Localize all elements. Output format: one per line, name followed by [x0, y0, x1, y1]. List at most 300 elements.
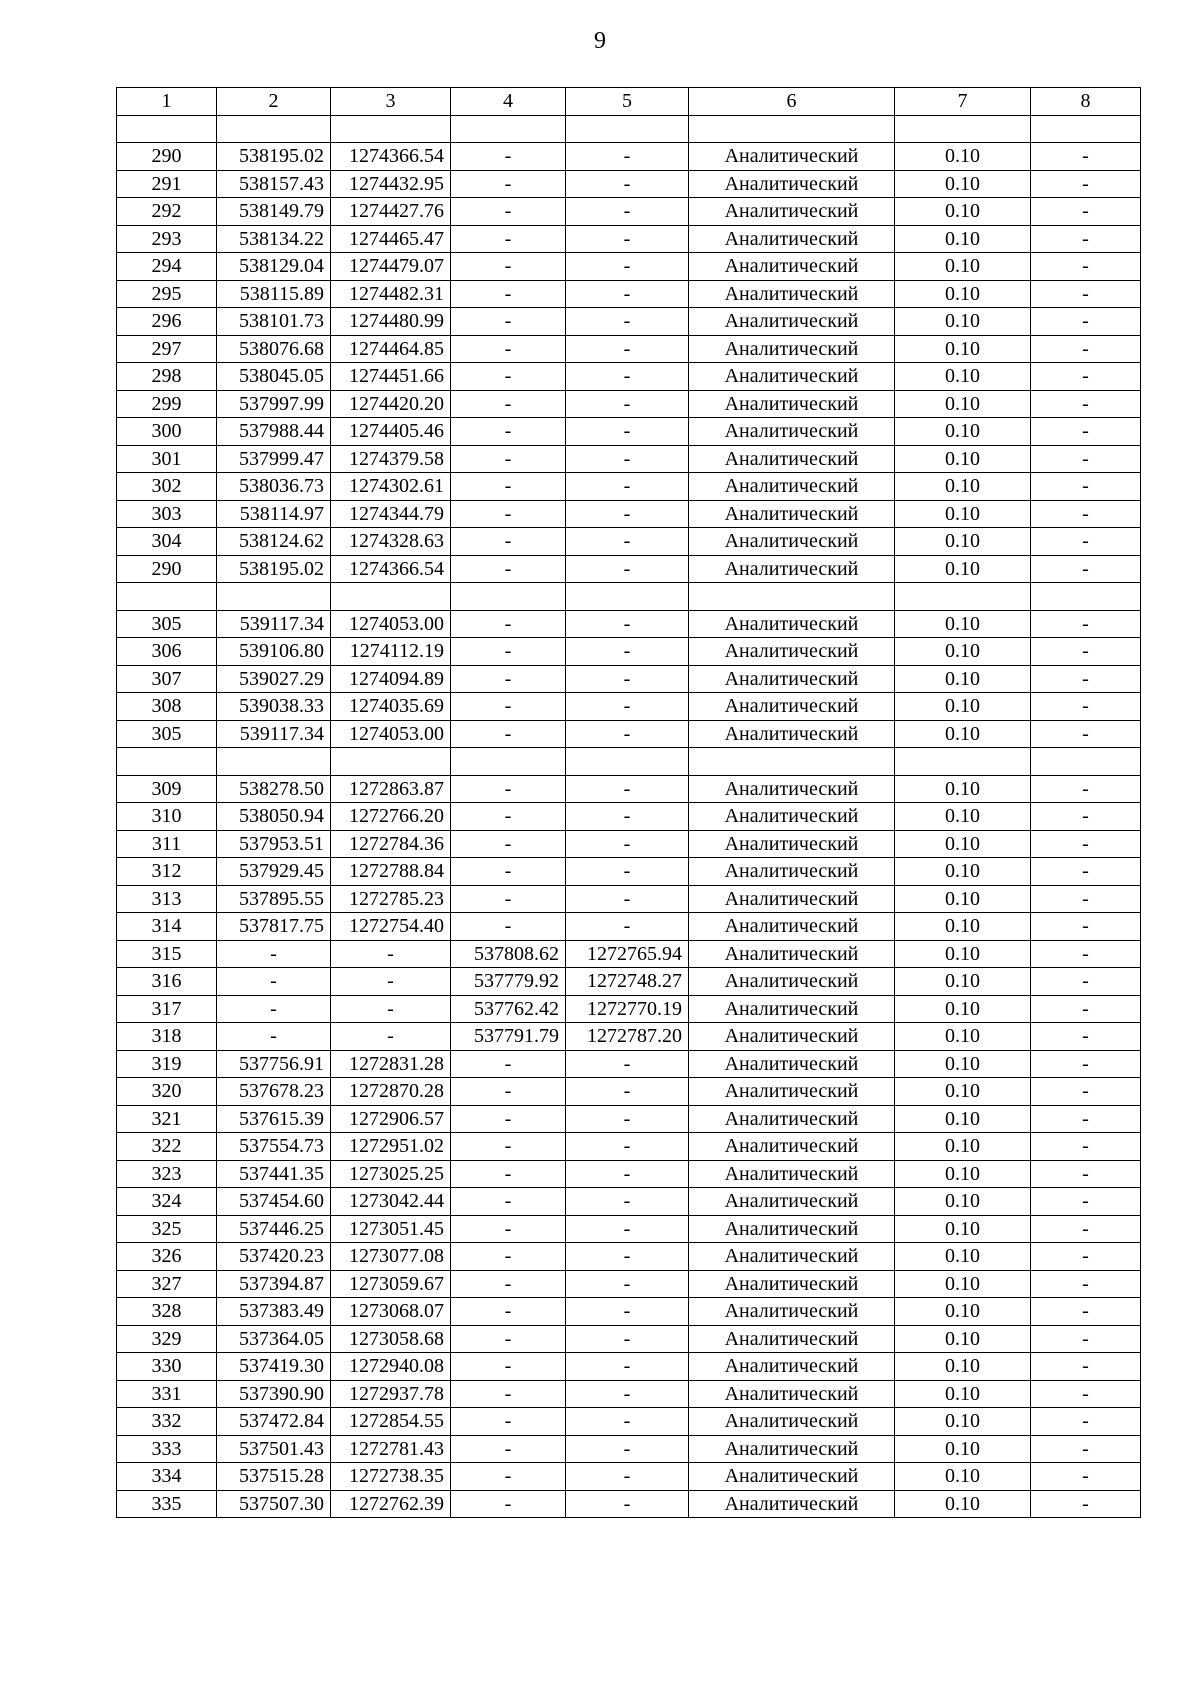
table-row — [117, 1243, 1141, 1271]
table-cell-col-4: - — [451, 555, 566, 583]
table-cell-col-5: - — [566, 830, 689, 858]
table-cell-col-7: 0.10 — [895, 913, 1031, 941]
table-cell-col-1: 311 — [117, 830, 217, 858]
table-cell-col-1: 334 — [117, 1463, 217, 1491]
table-cell-col-3: 1274328.63 — [331, 528, 451, 556]
table-cell-col-3: 1273058.68 — [331, 1325, 451, 1353]
table-cell-col-5: - — [566, 1298, 689, 1326]
table-cell-col-5: 1272787.20 — [566, 1023, 689, 1051]
table-cell-col-8: - — [1031, 1050, 1141, 1078]
table-cell-col-7: 0.10 — [895, 445, 1031, 473]
table-cell-col-3: 1273042.44 — [331, 1188, 451, 1216]
table-cell-col-8: - — [1031, 1325, 1141, 1353]
table-cell-col-4: - — [451, 1380, 566, 1408]
table-cell-col-1: 309 — [117, 775, 217, 803]
table-cell-col-4: 537791.79 — [451, 1023, 566, 1051]
table-cell-col-8: - — [1031, 830, 1141, 858]
table-cell-col-3: 1272754.40 — [331, 913, 451, 941]
table-cell-col-8: - — [1031, 1188, 1141, 1216]
table-row — [117, 198, 1141, 226]
table-cell-col-7: 0.10 — [895, 858, 1031, 886]
table-cell-col-2: 539117.34 — [217, 720, 331, 748]
empty-cell — [566, 115, 689, 143]
table-row — [117, 803, 1141, 831]
table-cell-col-6: Аналитический — [689, 308, 895, 336]
table-cell-col-6: Аналитический — [689, 500, 895, 528]
table-row — [117, 225, 1141, 253]
table-row — [117, 1188, 1141, 1216]
table-cell-col-3: 1272781.43 — [331, 1435, 451, 1463]
table-cell-col-2: 538195.02 — [217, 143, 331, 171]
table-cell-col-7: 0.10 — [895, 610, 1031, 638]
table-row — [117, 1160, 1141, 1188]
table-cell-col-7: 0.10 — [895, 418, 1031, 446]
empty-cell — [1031, 748, 1141, 776]
table-cell-col-4: - — [451, 1435, 566, 1463]
table-cell-col-3: 1272831.28 — [331, 1050, 451, 1078]
table-cell-col-6: Аналитический — [689, 363, 895, 391]
table-cell-col-1: 305 — [117, 720, 217, 748]
table-cell-col-8: - — [1031, 335, 1141, 363]
table-cell-col-7: 0.10 — [895, 225, 1031, 253]
table-cell-col-3: 1274366.54 — [331, 143, 451, 171]
table-cell-col-7: 0.10 — [895, 1215, 1031, 1243]
table-cell-col-8: - — [1031, 1133, 1141, 1161]
table-cell-col-8: - — [1031, 280, 1141, 308]
table-cell-col-5: - — [566, 363, 689, 391]
table-cell-col-4: - — [451, 390, 566, 418]
table-cell-col-7: 0.10 — [895, 390, 1031, 418]
table-cell-col-3: 1272788.84 — [331, 858, 451, 886]
empty-cell — [331, 748, 451, 776]
table-row — [117, 665, 1141, 693]
table-cell-col-8: - — [1031, 1270, 1141, 1298]
table-cell-col-1: 297 — [117, 335, 217, 363]
table-cell-col-5: - — [566, 720, 689, 748]
table-row — [117, 418, 1141, 446]
table-cell-col-5: - — [566, 1270, 689, 1298]
table-cell-col-1: 300 — [117, 418, 217, 446]
table-cell-col-7: 0.10 — [895, 1490, 1031, 1518]
empty-cell — [451, 748, 566, 776]
table-cell-col-1: 292 — [117, 198, 217, 226]
table-cell-col-4: - — [451, 638, 566, 666]
table-cell-col-5: - — [566, 335, 689, 363]
table-cell-col-5: - — [566, 858, 689, 886]
table-cell-col-2: 537441.35 — [217, 1160, 331, 1188]
table-cell-col-7: 0.10 — [895, 940, 1031, 968]
table-cell-col-1: 320 — [117, 1078, 217, 1106]
table-cell-col-4: - — [451, 445, 566, 473]
table-cell-col-6: Аналитический — [689, 1380, 895, 1408]
table-cell-col-1: 326 — [117, 1243, 217, 1271]
table-cell-col-2: 537394.87 — [217, 1270, 331, 1298]
table-cell-col-8: - — [1031, 500, 1141, 528]
table-cell-col-5: - — [566, 1133, 689, 1161]
table-cell-col-7: 0.10 — [895, 1353, 1031, 1381]
table-cell-col-4: - — [451, 775, 566, 803]
table-cell-col-8: - — [1031, 1353, 1141, 1381]
table-cell-col-7: 0.10 — [895, 885, 1031, 913]
table-cell-col-7: 0.10 — [895, 1270, 1031, 1298]
table-cell-col-4: - — [451, 335, 566, 363]
table-row — [117, 885, 1141, 913]
table-cell-col-7: 0.10 — [895, 1023, 1031, 1051]
table-cell-col-6: Аналитический — [689, 143, 895, 171]
table-cell-col-5: - — [566, 913, 689, 941]
table-cell-col-7: 0.10 — [895, 1188, 1031, 1216]
column-header-7: 7 — [895, 88, 1031, 116]
table-cell-col-1: 290 — [117, 143, 217, 171]
table-row — [117, 308, 1141, 336]
table-cell-col-8: - — [1031, 940, 1141, 968]
empty-cell — [895, 115, 1031, 143]
empty-cell — [117, 115, 217, 143]
table-cell-col-3: 1274366.54 — [331, 555, 451, 583]
table-cell-col-3: 1272762.39 — [331, 1490, 451, 1518]
table-cell-col-3: 1274480.99 — [331, 308, 451, 336]
table-cell-col-3: 1272870.28 — [331, 1078, 451, 1106]
table-cell-col-7: 0.10 — [895, 1435, 1031, 1463]
table-cell-col-1: 324 — [117, 1188, 217, 1216]
table-cell-col-5: - — [566, 1188, 689, 1216]
table-cell-col-4: - — [451, 280, 566, 308]
table-cell-col-1: 331 — [117, 1380, 217, 1408]
empty-cell — [117, 583, 217, 611]
table-row — [117, 1105, 1141, 1133]
table-cell-col-2: - — [217, 1023, 331, 1051]
table-cell-col-5: - — [566, 1050, 689, 1078]
table-cell-col-2: - — [217, 995, 331, 1023]
table-cell-col-4: - — [451, 308, 566, 336]
table-cell-col-3: 1272738.35 — [331, 1463, 451, 1491]
table-row — [117, 1435, 1141, 1463]
table-cell-col-1: 315 — [117, 940, 217, 968]
table-cell-col-5: - — [566, 1243, 689, 1271]
table-cell-col-3: 1274379.58 — [331, 445, 451, 473]
header-row — [117, 88, 1141, 116]
table-cell-col-7: 0.10 — [895, 775, 1031, 803]
table-cell-col-5: - — [566, 775, 689, 803]
table-cell-col-6: Аналитический — [689, 1078, 895, 1106]
empty-cell — [689, 115, 895, 143]
table-row — [117, 858, 1141, 886]
table-cell-col-6: Аналитический — [689, 1023, 895, 1051]
table-cell-col-4: - — [451, 1243, 566, 1271]
table-cell-col-8: - — [1031, 885, 1141, 913]
table-row — [117, 830, 1141, 858]
table-cell-col-4: - — [451, 1490, 566, 1518]
table-cell-col-4: - — [451, 830, 566, 858]
table-cell-col-6: Аналитический — [689, 445, 895, 473]
table-cell-col-7: 0.10 — [895, 1078, 1031, 1106]
table-cell-col-4: - — [451, 143, 566, 171]
table-cell-col-8: - — [1031, 1408, 1141, 1436]
table-cell-col-1: 312 — [117, 858, 217, 886]
table-cell-col-8: - — [1031, 1490, 1141, 1518]
table-cell-col-2: 538278.50 — [217, 775, 331, 803]
empty-cell — [689, 748, 895, 776]
table-cell-col-4: - — [451, 665, 566, 693]
table-cell-col-7: 0.10 — [895, 665, 1031, 693]
table-cell-col-4: - — [451, 1408, 566, 1436]
table-cell-col-2: 537988.44 — [217, 418, 331, 446]
table-cell-col-6: Аналитический — [689, 1463, 895, 1491]
table-cell-col-2: 537390.90 — [217, 1380, 331, 1408]
table-row — [117, 1490, 1141, 1518]
table-row — [117, 1078, 1141, 1106]
table-cell-col-3: 1273051.45 — [331, 1215, 451, 1243]
table-cell-col-1: 314 — [117, 913, 217, 941]
table-row — [117, 445, 1141, 473]
table-cell-col-3: - — [331, 995, 451, 1023]
table-cell-col-2: 537454.60 — [217, 1188, 331, 1216]
table-row — [117, 720, 1141, 748]
table-cell-col-1: 313 — [117, 885, 217, 913]
table-cell-col-4: - — [451, 1105, 566, 1133]
table-cell-col-1: 316 — [117, 968, 217, 996]
empty-cell — [331, 115, 451, 143]
table-cell-col-2: 538045.05 — [217, 363, 331, 391]
table-cell-col-1: 317 — [117, 995, 217, 1023]
table-cell-col-4: - — [451, 1298, 566, 1326]
table-cell-col-6: Аналитический — [689, 1298, 895, 1326]
table-cell-col-3: 1274482.31 — [331, 280, 451, 308]
table-cell-col-2: - — [217, 968, 331, 996]
table-cell-col-4: - — [451, 1050, 566, 1078]
table-cell-col-3: 1272951.02 — [331, 1133, 451, 1161]
table-cell-col-2: 539117.34 — [217, 610, 331, 638]
table-cell-col-3: 1273068.07 — [331, 1298, 451, 1326]
table-cell-col-5: - — [566, 1215, 689, 1243]
table-cell-col-8: - — [1031, 1078, 1141, 1106]
table-cell-col-2: 538134.22 — [217, 225, 331, 253]
table-cell-col-6: Аналитический — [689, 885, 895, 913]
table-cell-col-2: 537419.30 — [217, 1353, 331, 1381]
table-cell-col-2: 538195.02 — [217, 555, 331, 583]
table-cell-col-2: 538050.94 — [217, 803, 331, 831]
table-cell-col-2: 537953.51 — [217, 830, 331, 858]
table-cell-col-8: - — [1031, 225, 1141, 253]
table-row — [117, 1298, 1141, 1326]
table-cell-col-2: 539106.80 — [217, 638, 331, 666]
table-cell-col-4: 537762.42 — [451, 995, 566, 1023]
table-cell-col-8: - — [1031, 1243, 1141, 1271]
table-cell-col-2: 539038.33 — [217, 693, 331, 721]
page-number: 9 — [594, 28, 606, 54]
table-row — [117, 170, 1141, 198]
table-cell-col-2: 537515.28 — [217, 1463, 331, 1491]
table-cell-col-6: Аналитический — [689, 225, 895, 253]
table-cell-col-3: 1272785.23 — [331, 885, 451, 913]
table-cell-col-8: - — [1031, 968, 1141, 996]
table-cell-col-3: 1274451.66 — [331, 363, 451, 391]
table-cell-col-2: 537756.91 — [217, 1050, 331, 1078]
table-cell-col-5: 1272765.94 — [566, 940, 689, 968]
table-cell-col-8: - — [1031, 363, 1141, 391]
table-row — [117, 253, 1141, 281]
table-cell-col-2: 538124.62 — [217, 528, 331, 556]
table-cell-col-5: - — [566, 1078, 689, 1106]
table-cell-col-3: 1272940.08 — [331, 1353, 451, 1381]
table-cell-col-7: 0.10 — [895, 830, 1031, 858]
table-cell-col-7: 0.10 — [895, 253, 1031, 281]
table-cell-col-5: - — [566, 638, 689, 666]
table-cell-col-5: 1272770.19 — [566, 995, 689, 1023]
table-cell-col-3: 1274479.07 — [331, 253, 451, 281]
table-cell-col-1: 318 — [117, 1023, 217, 1051]
table-cell-col-2: 537383.49 — [217, 1298, 331, 1326]
table-row — [117, 390, 1141, 418]
table-cell-col-4: - — [451, 1133, 566, 1161]
table-cell-col-5: - — [566, 1435, 689, 1463]
table-cell-col-2: 538149.79 — [217, 198, 331, 226]
table-body — [117, 115, 1141, 1518]
table-cell-col-8: - — [1031, 170, 1141, 198]
table-cell-col-8: - — [1031, 308, 1141, 336]
table-cell-col-4: - — [451, 1353, 566, 1381]
table-row — [117, 1215, 1141, 1243]
table-cell-col-5: - — [566, 1160, 689, 1188]
table-cell-col-3: 1272863.87 — [331, 775, 451, 803]
table-cell-col-1: 299 — [117, 390, 217, 418]
table-cell-col-6: Аналитический — [689, 1490, 895, 1518]
table-cell-col-3: 1274405.46 — [331, 418, 451, 446]
table-cell-col-8: - — [1031, 665, 1141, 693]
table-cell-col-3: - — [331, 940, 451, 968]
table-cell-col-5: - — [566, 885, 689, 913]
table-cell-col-1: 294 — [117, 253, 217, 281]
table-cell-col-3: - — [331, 968, 451, 996]
table-cell-col-1: 296 — [117, 308, 217, 336]
table-cell-col-6: Аналитический — [689, 390, 895, 418]
table-cell-col-2: 537895.55 — [217, 885, 331, 913]
table-cell-col-7: 0.10 — [895, 638, 1031, 666]
table-cell-col-5: - — [566, 1105, 689, 1133]
table-row — [117, 528, 1141, 556]
table-cell-col-1: 295 — [117, 280, 217, 308]
table-row — [117, 638, 1141, 666]
table-cell-col-3: 1274302.61 — [331, 473, 451, 501]
table-cell-col-7: 0.10 — [895, 1133, 1031, 1161]
column-header-8: 8 — [1031, 88, 1141, 116]
table-cell-col-2: 537678.23 — [217, 1078, 331, 1106]
table-cell-col-5: - — [566, 143, 689, 171]
table-cell-col-2: 537997.99 — [217, 390, 331, 418]
table-cell-col-1: 328 — [117, 1298, 217, 1326]
table-cell-col-7: 0.10 — [895, 803, 1031, 831]
table-cell-col-6: Аналитический — [689, 638, 895, 666]
table-cell-col-6: Аналитический — [689, 830, 895, 858]
table-row — [117, 280, 1141, 308]
table-cell-col-5: - — [566, 1408, 689, 1436]
table-row — [117, 913, 1141, 941]
table-cell-col-4: - — [451, 913, 566, 941]
table-cell-col-2: 537507.30 — [217, 1490, 331, 1518]
table-cell-col-7: 0.10 — [895, 720, 1031, 748]
table-cell-col-5: - — [566, 803, 689, 831]
table-cell-col-2: 537364.05 — [217, 1325, 331, 1353]
table-cell-col-1: 323 — [117, 1160, 217, 1188]
table-cell-col-5: - — [566, 528, 689, 556]
table-cell-col-2: 538101.73 — [217, 308, 331, 336]
table-cell-col-6: Аналитический — [689, 253, 895, 281]
table-separator-row — [117, 583, 1141, 611]
table-cell-col-8: - — [1031, 913, 1141, 941]
table-cell-col-8: - — [1031, 418, 1141, 446]
table-cell-col-7: 0.10 — [895, 555, 1031, 583]
table-cell-col-5: - — [566, 253, 689, 281]
table-row — [117, 1133, 1141, 1161]
table-separator-row — [117, 115, 1141, 143]
table-cell-col-7: 0.10 — [895, 280, 1031, 308]
column-header-6: 6 — [689, 88, 895, 116]
table-cell-col-2: 538114.97 — [217, 500, 331, 528]
table-cell-col-8: - — [1031, 1023, 1141, 1051]
column-header-1: 1 — [117, 88, 217, 116]
empty-cell — [1031, 115, 1141, 143]
table-cell-col-2: 537420.23 — [217, 1243, 331, 1271]
table-cell-col-6: Аналитический — [689, 1270, 895, 1298]
table-cell-col-1: 321 — [117, 1105, 217, 1133]
table-cell-col-7: 0.10 — [895, 473, 1031, 501]
table-cell-col-3: 1273059.67 — [331, 1270, 451, 1298]
table-cell-col-5: - — [566, 1353, 689, 1381]
table-cell-col-3: 1274053.00 — [331, 610, 451, 638]
table-cell-col-7: 0.10 — [895, 363, 1031, 391]
table-cell-col-3: 1274094.89 — [331, 665, 451, 693]
coordinates-table — [116, 87, 1141, 1518]
table-cell-col-8: - — [1031, 555, 1141, 583]
table-cell-col-6: Аналитический — [689, 473, 895, 501]
table-cell-col-6: Аналитический — [689, 1105, 895, 1133]
table-cell-col-6: Аналитический — [689, 1353, 895, 1381]
table-cell-col-8: - — [1031, 1105, 1141, 1133]
table-cell-col-7: 0.10 — [895, 1380, 1031, 1408]
table-cell-col-4: - — [451, 803, 566, 831]
table-cell-col-4: 537779.92 — [451, 968, 566, 996]
empty-cell — [217, 583, 331, 611]
table-cell-col-1: 332 — [117, 1408, 217, 1436]
table-cell-col-8: - — [1031, 638, 1141, 666]
column-header-4: 4 — [451, 88, 566, 116]
table-cell-col-7: 0.10 — [895, 693, 1031, 721]
table-cell-col-5: - — [566, 1380, 689, 1408]
table-row — [117, 1270, 1141, 1298]
table-cell-col-3: - — [331, 1023, 451, 1051]
table-cell-col-2: 538157.43 — [217, 170, 331, 198]
table-cell-col-3: 1274035.69 — [331, 693, 451, 721]
table-cell-col-6: Аналитический — [689, 198, 895, 226]
table-row — [117, 1408, 1141, 1436]
table-cell-col-4: - — [451, 170, 566, 198]
table-cell-col-1: 333 — [117, 1435, 217, 1463]
table-cell-col-3: 1274432.95 — [331, 170, 451, 198]
table-cell-col-7: 0.10 — [895, 1160, 1031, 1188]
table-row — [117, 610, 1141, 638]
table-cell-col-6: Аналитический — [689, 1188, 895, 1216]
table-cell-col-4: - — [451, 363, 566, 391]
table-cell-col-1: 303 — [117, 500, 217, 528]
table-row — [117, 1380, 1141, 1408]
table-cell-col-5: - — [566, 198, 689, 226]
table-cell-col-4: - — [451, 1325, 566, 1353]
table-cell-col-3: 1274344.79 — [331, 500, 451, 528]
table-cell-col-8: - — [1031, 1380, 1141, 1408]
table-cell-col-1: 291 — [117, 170, 217, 198]
table-cell-col-7: 0.10 — [895, 500, 1031, 528]
table-separator-row — [117, 748, 1141, 776]
